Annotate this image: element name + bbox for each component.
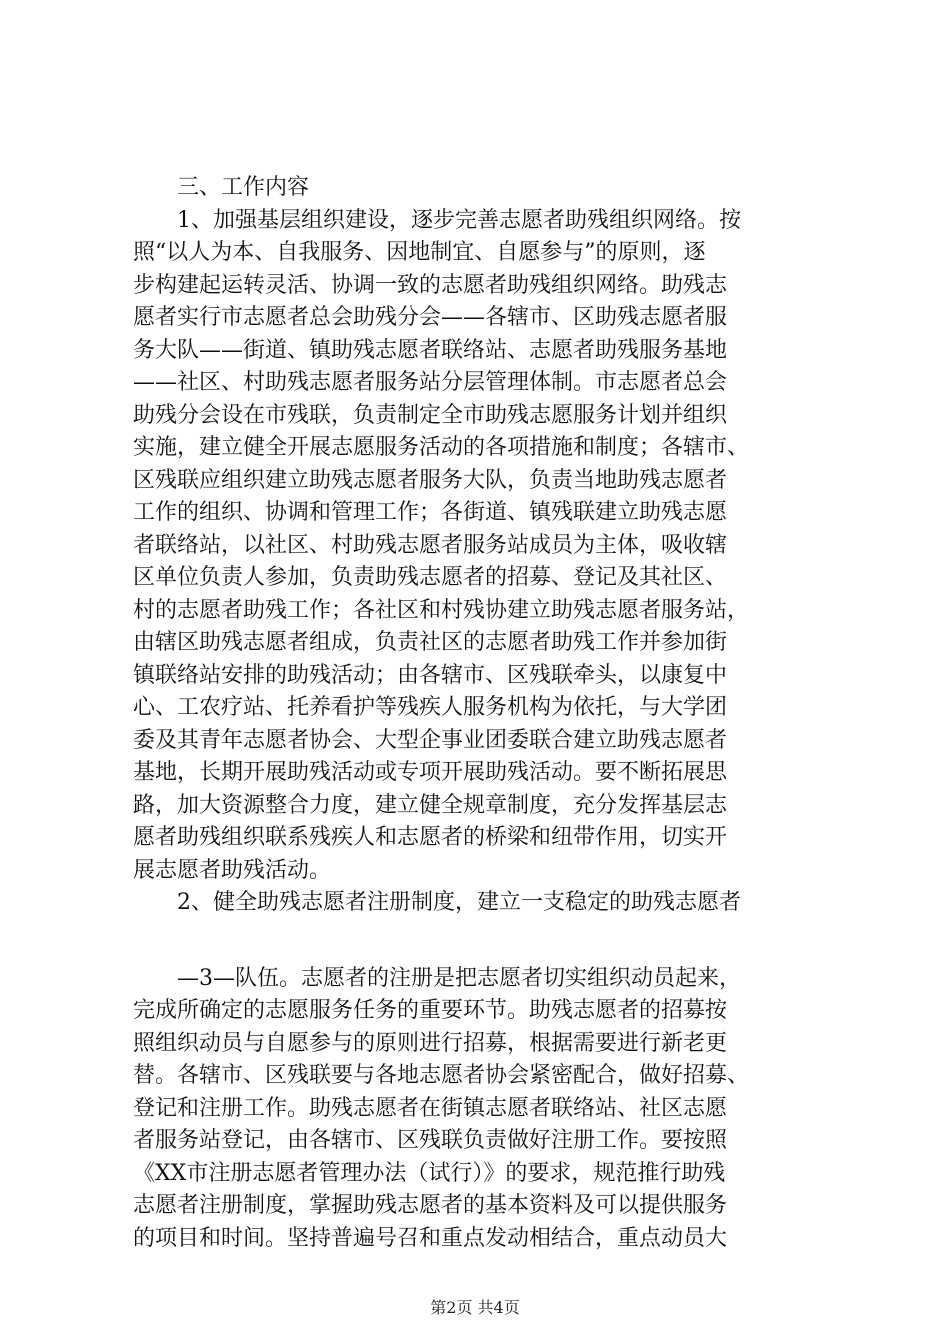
text-line: 愿者助残组织联系残疾人和志愿者的桥梁和纽带作用，切实开	[133, 825, 728, 850]
text-line: 路，加大资源整合力度，建立健全规章制度，充分发挥基层志	[133, 793, 728, 818]
text-line: ——社区、村助残志愿者服务站分层管理体制。市志愿者总会	[133, 370, 728, 395]
text-line: 的项目和时间。坚持普遍号召和重点发动相结合，重点动员大	[133, 1226, 728, 1251]
text-line: 愿者实行市志愿者总会助残分会——各辖市、区助残志愿者服	[133, 305, 728, 330]
text-line: 务大队——街道、镇助残志愿者联络站、志愿者助残服务基地	[133, 338, 728, 363]
text-line: 登记和注册工作。助残志愿者在街镇志愿者联络站、社区志愿	[133, 1096, 728, 1121]
text-line: 区单位负责人参加，负责助残志愿者的招募、登记及其社区、	[133, 565, 728, 590]
text-line: 完成所确定的志愿服务任务的重要环节。助残志愿者的招募按	[133, 998, 728, 1023]
text-line: 三、工作内容	[133, 175, 310, 200]
text-line: 者服务站登记，由各辖市、区残联负责做好注册工作。要按照	[133, 1128, 728, 1153]
text-line: 者联络站，以社区、村助残志愿者服务站成员为主体，吸收辖	[133, 533, 728, 558]
text-line: 委及其青年志愿者协会、大型企事业团委联合建立助残志愿者	[133, 728, 728, 753]
text-line: 心、工农疗站、托养看护等残疾人服务机构为依托，与大学团	[133, 695, 728, 720]
text-line: 村的志愿者助残工作；各社区和村残协建立助残志愿者服务站，	[133, 598, 750, 623]
text-line: 1、加强基层组织建设，逐步完善志愿者助残组织网络。按	[133, 208, 741, 233]
text-line: 替。各辖市、区残联要与各地志愿者协会紧密配合，做好招募、	[133, 1063, 750, 1088]
text-line: 照组织动员与自愿参与的原则进行招募，根据需要进行新老更	[133, 1031, 728, 1056]
text-line: 照“以人为本、自我服务、因地制宜、自愿参与”的原则，逐	[133, 240, 706, 265]
text-line: —3—队伍。志愿者的注册是把志愿者切实组织动员起来，	[133, 966, 741, 991]
text-line: 区残联应组织建立助残志愿者服务大队，负责当地助残志愿者	[133, 468, 728, 493]
text-line: 助残分会设在市残联，负责制定全市助残志愿服务计划并组织	[133, 403, 728, 428]
page-number-footer: 第2页 共4页	[430, 1298, 520, 1317]
text-line: 《XX市注册志愿者管理办法（试行）》的要求，规范推行助残	[133, 1161, 726, 1186]
text-line: 镇联络站安排的助残活动；由各辖市、区残联牵头，以康复中	[133, 663, 728, 688]
text-line: 工作的组织、协调和管理工作；各街道、镇残联建立助残志愿	[133, 500, 728, 525]
text-line: 展志愿者助残活动。	[133, 858, 332, 883]
text-line: 由辖区助残志愿者组成，负责社区的志愿者助残工作并参加街	[133, 630, 728, 655]
text-line: 基地，长期开展助残活动或专项开展助残活动。要不断拓展思	[133, 760, 728, 785]
text-line: 志愿者注册制度，掌握助残志愿者的基本资料及可以提供服务	[133, 1193, 728, 1218]
text-line: 2、健全助残志愿者注册制度，建立一支稳定的助残志愿者	[133, 890, 741, 915]
text-line: 实施，建立健全开展志愿服务活动的各项措施和制度；各辖市、	[133, 435, 750, 460]
text-line: 步构建起运转灵活、协调一致的志愿者助残组织网络。助残志	[133, 273, 728, 298]
